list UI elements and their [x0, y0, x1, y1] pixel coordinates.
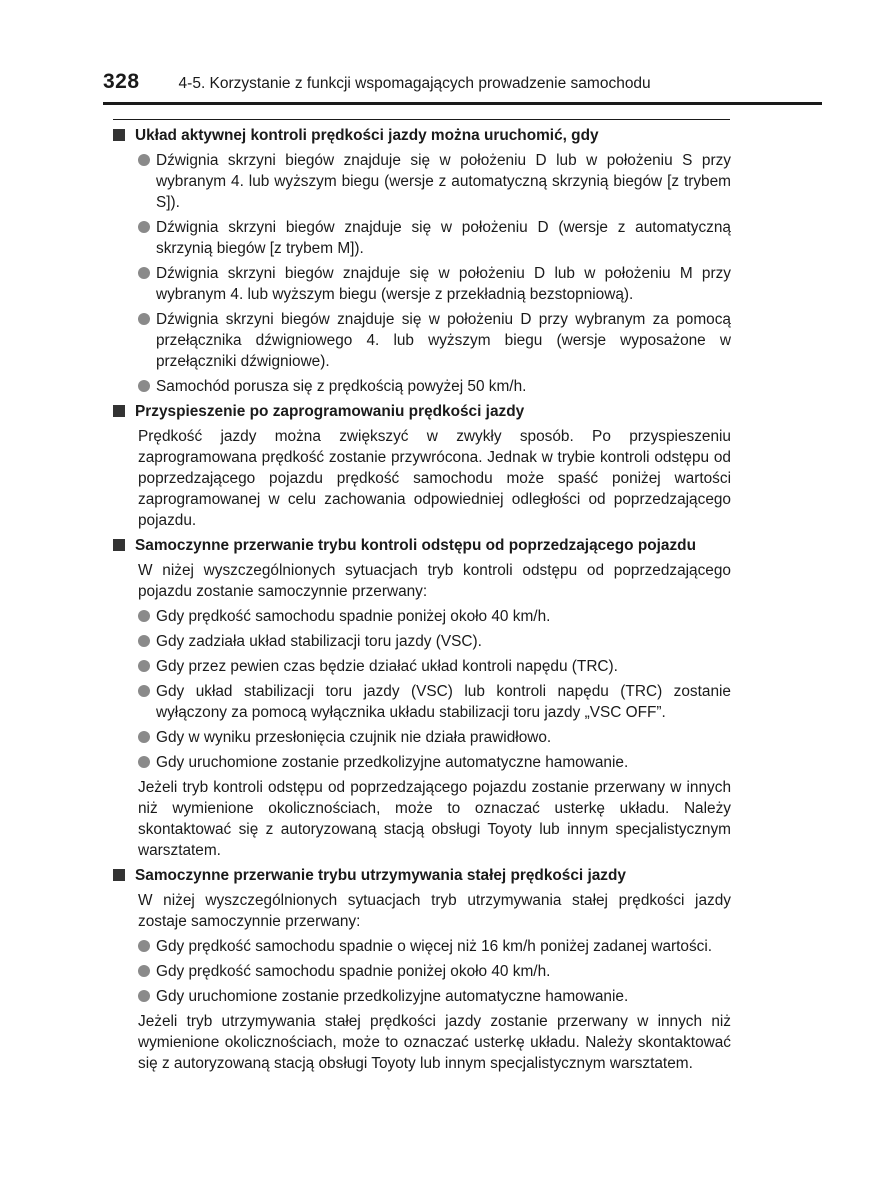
list-item-text: Gdy przez pewien czas będzie działać układ kontroli napędu (TRC).	[156, 658, 618, 675]
list-item-text: Gdy prędkość samochodu spadnie poniżej około 40 km/h.	[156, 963, 551, 980]
square-bullet-icon	[113, 405, 125, 417]
paragraph: W niżej wyszczególnionych sytuacjach tryb kontroli odstępu od poprzedzającego pojazdu zostanie samoczynnie przerwany:	[138, 562, 731, 600]
section-activation-conditions	[113, 125, 731, 397]
circle-bullet-icon	[138, 940, 150, 952]
circle-bullet-icon	[138, 313, 150, 325]
circle-bullet-icon	[138, 660, 150, 672]
circle-bullet-icon	[138, 965, 150, 977]
paragraph: Jeżeli tryb kontroli odstępu od poprzedzającego pojazdu zostanie przerwany w innych niż wymienione okolicznościach, może to oznaczać usterkę układu. Należy skontaktować się z autoryzowaną stacją obsługi Toyoty lub innym specjalistycznym warsztatem.	[138, 779, 731, 859]
paragraph: Jeżeli tryb utrzymywania stałej prędkości jazdy zostanie przerwany w innych niż wymienione okolicznościach, może to oznaczać usterkę układu. Należy skontaktować się z autoryzowaną stacją obsługi Toyoty lub innym specjalistycznym warsztatem.	[138, 1013, 731, 1072]
list-item-text: Gdy prędkość samochodu spadnie o więcej niż 16 km/h poniżej zadanej wartości.	[156, 938, 713, 955]
list-item	[113, 309, 731, 372]
list-item-text: Dźwignia skrzyni biegów znajduje się w położeniu D lub w położeniu S przy wybranym 4. lub wyższym biegu (wersje z automatyczną skrzynią biegów [z trybem S]).	[156, 152, 731, 211]
header-divider	[103, 102, 822, 105]
list-item-text: Gdy w wyniku przesłonięcia czujnik nie działa prawidłowo.	[156, 729, 552, 746]
list-item	[113, 936, 731, 957]
circle-bullet-icon	[138, 635, 150, 647]
circle-bullet-icon	[138, 267, 150, 279]
list-item-text: Dźwignia skrzyni biegów znajduje się w położeniu D lub w położeniu M przy wybranym 4. lub wyższym biegu (wersje z przekładnią bezstopniową).	[156, 265, 731, 303]
section-heading-text: Układ aktywnej kontroli prędkości jazdy można uruchomić, gdy	[135, 127, 599, 144]
page-header	[103, 70, 823, 106]
circle-bullet-icon	[138, 756, 150, 768]
circle-bullet-icon	[138, 380, 150, 392]
section-heading	[113, 125, 731, 146]
list-item	[113, 150, 731, 213]
list-item-text: Dźwignia skrzyni biegów znajduje się w położeniu D (wersje z automatyczną skrzynią biegów [z trybem M]).	[156, 219, 731, 257]
list-item-text: Gdy uruchomione zostanie przedkolizyjne automatyczne hamowanie.	[156, 754, 629, 771]
list-item	[113, 376, 731, 397]
paragraph: W niżej wyszczególnionych sytuacjach tryb utrzymywania stałej prędkości jazdy zostaje samoczynnie przerwany:	[138, 892, 731, 930]
list-item	[113, 961, 731, 982]
list-item	[113, 631, 731, 652]
list-item-text: Gdy uruchomione zostanie przedkolizyjne automatyczne hamowanie.	[156, 988, 629, 1005]
section-constant-speed-cancel	[113, 865, 731, 1074]
list-item-text: Gdy układ stabilizacji toru jazdy (VSC) lub kontroli napędu (TRC) zostanie wyłączony za pomocą wyłącznika układu stabilizacji toru jazdy „VSC OFF”.	[156, 683, 731, 721]
circle-bullet-icon	[138, 731, 150, 743]
section-heading-text: Samoczynne przerwanie trybu utrzymywania stałej prędkości jazdy	[135, 867, 626, 884]
section-heading-text: Samoczynne przerwanie trybu kontroli odstępu od poprzedzającego pojazdu	[135, 537, 696, 554]
chapter-title: 4-5. Korzystanie z funkcji wspomagających prowadzenie samochodu	[178, 75, 651, 92]
circle-bullet-icon	[138, 221, 150, 233]
circle-bullet-icon	[138, 685, 150, 697]
list-item	[113, 752, 731, 773]
section-heading-text: Przyspieszenie po zaprogramowaniu prędkości jazdy	[135, 403, 525, 420]
list-item	[113, 986, 731, 1007]
list-item	[113, 606, 731, 627]
page-content	[113, 125, 731, 1078]
list-item-text: Gdy prędkość samochodu spadnie poniżej około 40 km/h.	[156, 608, 551, 625]
section-heading	[113, 865, 731, 886]
list-item	[113, 727, 731, 748]
list-item	[113, 263, 731, 305]
list-item-text: Dźwignia skrzyni biegów znajduje się w położeniu D przy wybranym za pomocą przełącznika dźwigniowego 4. lub wyższym biegu (wersje wyposażone w przełączniki dźwigniowe).	[156, 311, 731, 370]
square-bullet-icon	[113, 129, 125, 141]
section-heading	[113, 401, 731, 422]
section-heading	[113, 535, 731, 556]
list-item-text: Samochód porusza się z prędkością powyżej 50 km/h.	[156, 378, 527, 395]
circle-bullet-icon	[138, 610, 150, 622]
list-item-text: Gdy zadziała układ stabilizacji toru jazdy (VSC).	[156, 633, 482, 650]
circle-bullet-icon	[138, 154, 150, 166]
square-bullet-icon	[113, 869, 125, 881]
page-number: 328	[103, 70, 140, 93]
circle-bullet-icon	[138, 990, 150, 1002]
section-distance-control-cancel	[113, 535, 731, 861]
list-item	[113, 681, 731, 723]
square-bullet-icon	[113, 539, 125, 551]
list-item	[113, 217, 731, 259]
section-divider	[113, 119, 730, 120]
paragraph: Prędkość jazdy można zwiększyć w zwykły sposób. Po przyspieszeniu zaprogramowana prędkość zostanie przywrócona. Jednak w trybie kontroli odstępu od poprzedzającego pojazdu prędkość samochodu może spaść poniżej wartości zaprogramowanej w celu zachowania odpowiedniej odległości od poprzedzającego pojazdu.	[138, 428, 731, 529]
section-acceleration	[113, 401, 731, 531]
list-item	[113, 656, 731, 677]
